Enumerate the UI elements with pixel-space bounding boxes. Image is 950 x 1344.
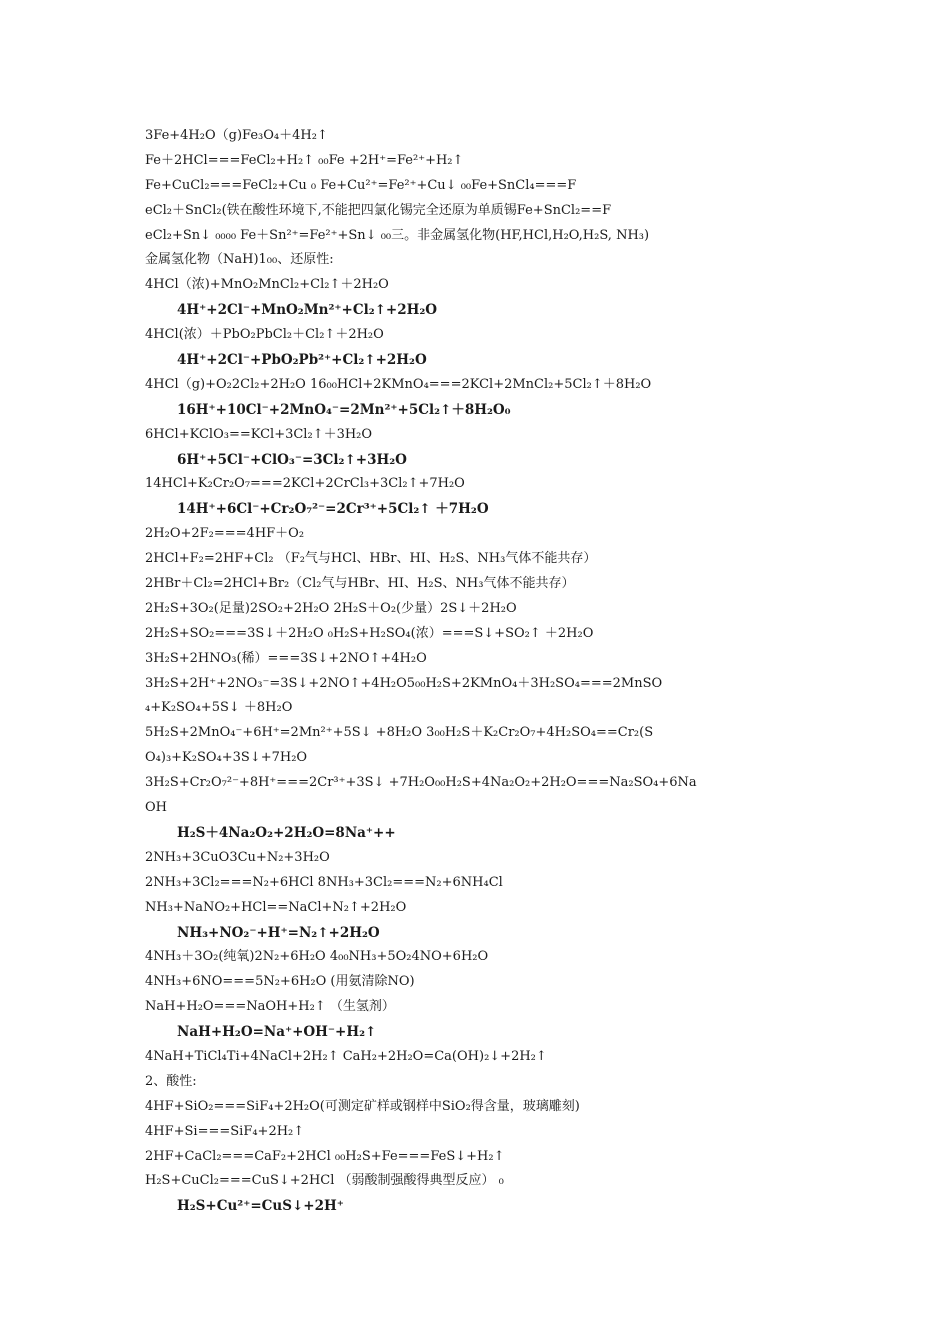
text-line: ₄+K₂SO₄+5S↓ ＋8H₂O bbox=[145, 700, 293, 716]
ionic-equation-line: NaH+H₂O=Na⁺+OH⁻+H₂↑ bbox=[177, 1024, 377, 1041]
text-line: eCl₂+Sn↓ ₀₀₀₀ Fe＋Sn²⁺=Fe²⁺+Sn↓ ₀₀三。非金属氢化物(HF,HCl,H₂O,H₂S, NH₃) bbox=[145, 227, 650, 243]
text-line: Fe＋2HCl===FeCl₂+H₂↑ ₀₀Fe +2H⁺=Fe²⁺+H₂↑ bbox=[145, 152, 464, 168]
document-body bbox=[145, 124, 805, 1219]
text-line: 金属氢化物（NaH)1₀₀、还原性: bbox=[145, 252, 334, 268]
text-line: 4HF+SiO₂===SiF₄+2H₂O(可测定矿样或钢样中SiO₂得含量，玻璃雕刻) bbox=[145, 1098, 580, 1114]
ionic-equation-line: 14H⁺+6Cl⁻+Cr₂O₇²⁻=2Cr³⁺+5Cl₂↑ ＋7H₂O bbox=[177, 501, 489, 518]
text-line: 2H₂S+3O₂(足量)2SO₂+2H₂O 2H₂S＋O₂(少量）2S↓＋2H₂O bbox=[145, 600, 517, 616]
ionic-equation-line: H₂S＋4Na₂O₂+2H₂O=8Na⁺++ bbox=[177, 824, 396, 841]
text-line: 14HCl+K₂Cr₂O₇===2KCl+2CrCl₃+3Cl₂↑+7H₂O bbox=[145, 476, 465, 492]
ionic-equation-line: 4H⁺+2Cl⁻+PbO₂Pb²⁺+Cl₂↑+2H₂O bbox=[177, 352, 427, 369]
text-line: H₂S+CuCl₂===CuS↓+2HCl （弱酸制强酸得典型反应） ₀ bbox=[145, 1173, 504, 1189]
text-line: 2HF+CaCl₂===CaF₂+2HCl ₀₀H₂S+Fe===FeS↓+H₂↑ bbox=[145, 1148, 505, 1164]
text-line: 3H₂S+2H⁺+2NO₃⁻=3S↓+2NO↑+4H₂O5₀₀H₂S+2KMnO₄＋3H₂SO₄===2MnSO bbox=[145, 675, 663, 691]
text-line: 2NH₃+3CuO3Cu+N₂+3H₂O bbox=[145, 849, 330, 865]
text-line: eCl₂＋SnCl₂(铁在酸性环境下,不能把四氯化锡完全还原为单质锡Fe+SnCl₂==F bbox=[145, 202, 612, 218]
text-line: 2HBr＋Cl₂=2HCl+Br₂（Cl₂气与HBr、HI、H₂S、NH₃气体不能共存） bbox=[145, 576, 575, 592]
ionic-equation-line: H₂S+Cu²⁺=CuS↓+2H⁺ bbox=[177, 1198, 344, 1215]
text-line: NaH+H₂O===NaOH+H₂↑ （生氢剂） bbox=[145, 999, 395, 1015]
ionic-equation-line: 4H⁺+2Cl⁻+MnO₂Mn²⁺+Cl₂↑+2H₂O bbox=[177, 302, 438, 319]
text-line: 4NaH+TiCl₄Ti+4NaCl+2H₂↑ CaH₂+2H₂O=Ca(OH)₂↓+2H₂↑ bbox=[145, 1048, 547, 1064]
ionic-equation-line: NH₃+NO₂⁻+H⁺=N₂↑+2H₂O bbox=[177, 924, 380, 941]
text-line: OH bbox=[145, 800, 167, 816]
text-line: 4HF+Si===SiF₄+2H₂↑ bbox=[145, 1123, 305, 1139]
text-line: NH₃+NaNO₂+HCl==NaCl+N₂↑+2H₂O bbox=[145, 899, 407, 915]
text-line: 4NH₃＋3O₂(纯氧)2N₂+6H₂O 4₀₀NH₃+5O₂4NO+6H₂O bbox=[145, 949, 489, 965]
text-line: 4NH₃+6NO===5N₂+6H₂O (用氨清除NO) bbox=[145, 974, 415, 990]
text-line: 5H₂S+2MnO₄⁻+6H⁺=2Mn²⁺+5S↓ +8H₂O 3₀₀H₂S＋K₂Cr₂O₇+4H₂SO₄==Cr₂(S bbox=[145, 725, 654, 741]
text-line: 6HCl+KClO₃==KCl+3Cl₂↑＋3H₂O bbox=[145, 426, 373, 442]
text-line: 3Fe+4H₂O（g)Fe₃O₄＋4H₂↑ bbox=[145, 128, 328, 143]
text-line: Fe+CuCl₂===FeCl₂+Cu ₀ Fe+Cu²⁺=Fe²⁺+Cu↓ ₀₀Fe+SnCl₄===F bbox=[145, 177, 577, 193]
ionic-equation-line: 16H⁺+10Cl⁻+2MnO₄⁻=2Mn²⁺+5Cl₂↑＋8H₂O₀ bbox=[177, 401, 511, 418]
text-line: 2、酸性: bbox=[145, 1073, 197, 1089]
text-line: 4HCl（浓)+MnO₂MnCl₂+Cl₂↑＋2H₂O bbox=[145, 277, 389, 293]
text-line: 3H₂S+Cr₂O₇²⁻+8H⁺===2Cr³⁺+3S↓ +7H₂O₀₀H₂S+4Na₂O₂+2H₂O===Na₂SO₄+6Na bbox=[145, 775, 697, 791]
text-line: 2H₂S+SO₂===3S↓＋2H₂O ₀H₂S+H₂SO₄(浓）===S↓+SO₂↑ ＋2H₂O bbox=[145, 625, 594, 641]
ionic-equation-line: 6H⁺+5Cl⁻+ClO₃⁻=3Cl₂↑+3H₂O bbox=[177, 451, 407, 468]
text-line: 2NH₃+3Cl₂===N₂+6HCl 8NH₃+3Cl₂===N₂+6NH₄Cl bbox=[145, 874, 503, 890]
text-line: 3H₂S+2HNO₃(稀）===3S↓+2NO↑+4H₂O bbox=[145, 650, 427, 666]
text-line: 2HCl+F₂=2HF+Cl₂ （F₂气与HCl、HBr、HI、H₂S、NH₃气体不能共存） bbox=[145, 551, 597, 567]
text-line: 2H₂O+2F₂===4HF＋O₂ bbox=[145, 526, 305, 542]
text-line: 4HCl(浓）＋PbO₂PbCl₂＋Cl₂↑＋2H₂O bbox=[145, 327, 384, 343]
text-line: O₄)₃+K₂SO₄+3S↓+7H₂O bbox=[145, 750, 308, 766]
text-line: 4HCl（g)+O₂2Cl₂+2H₂O 16₀₀HCl+2KMnO₄===2KCl+2MnCl₂+5Cl₂↑＋8H₂O bbox=[145, 376, 652, 392]
